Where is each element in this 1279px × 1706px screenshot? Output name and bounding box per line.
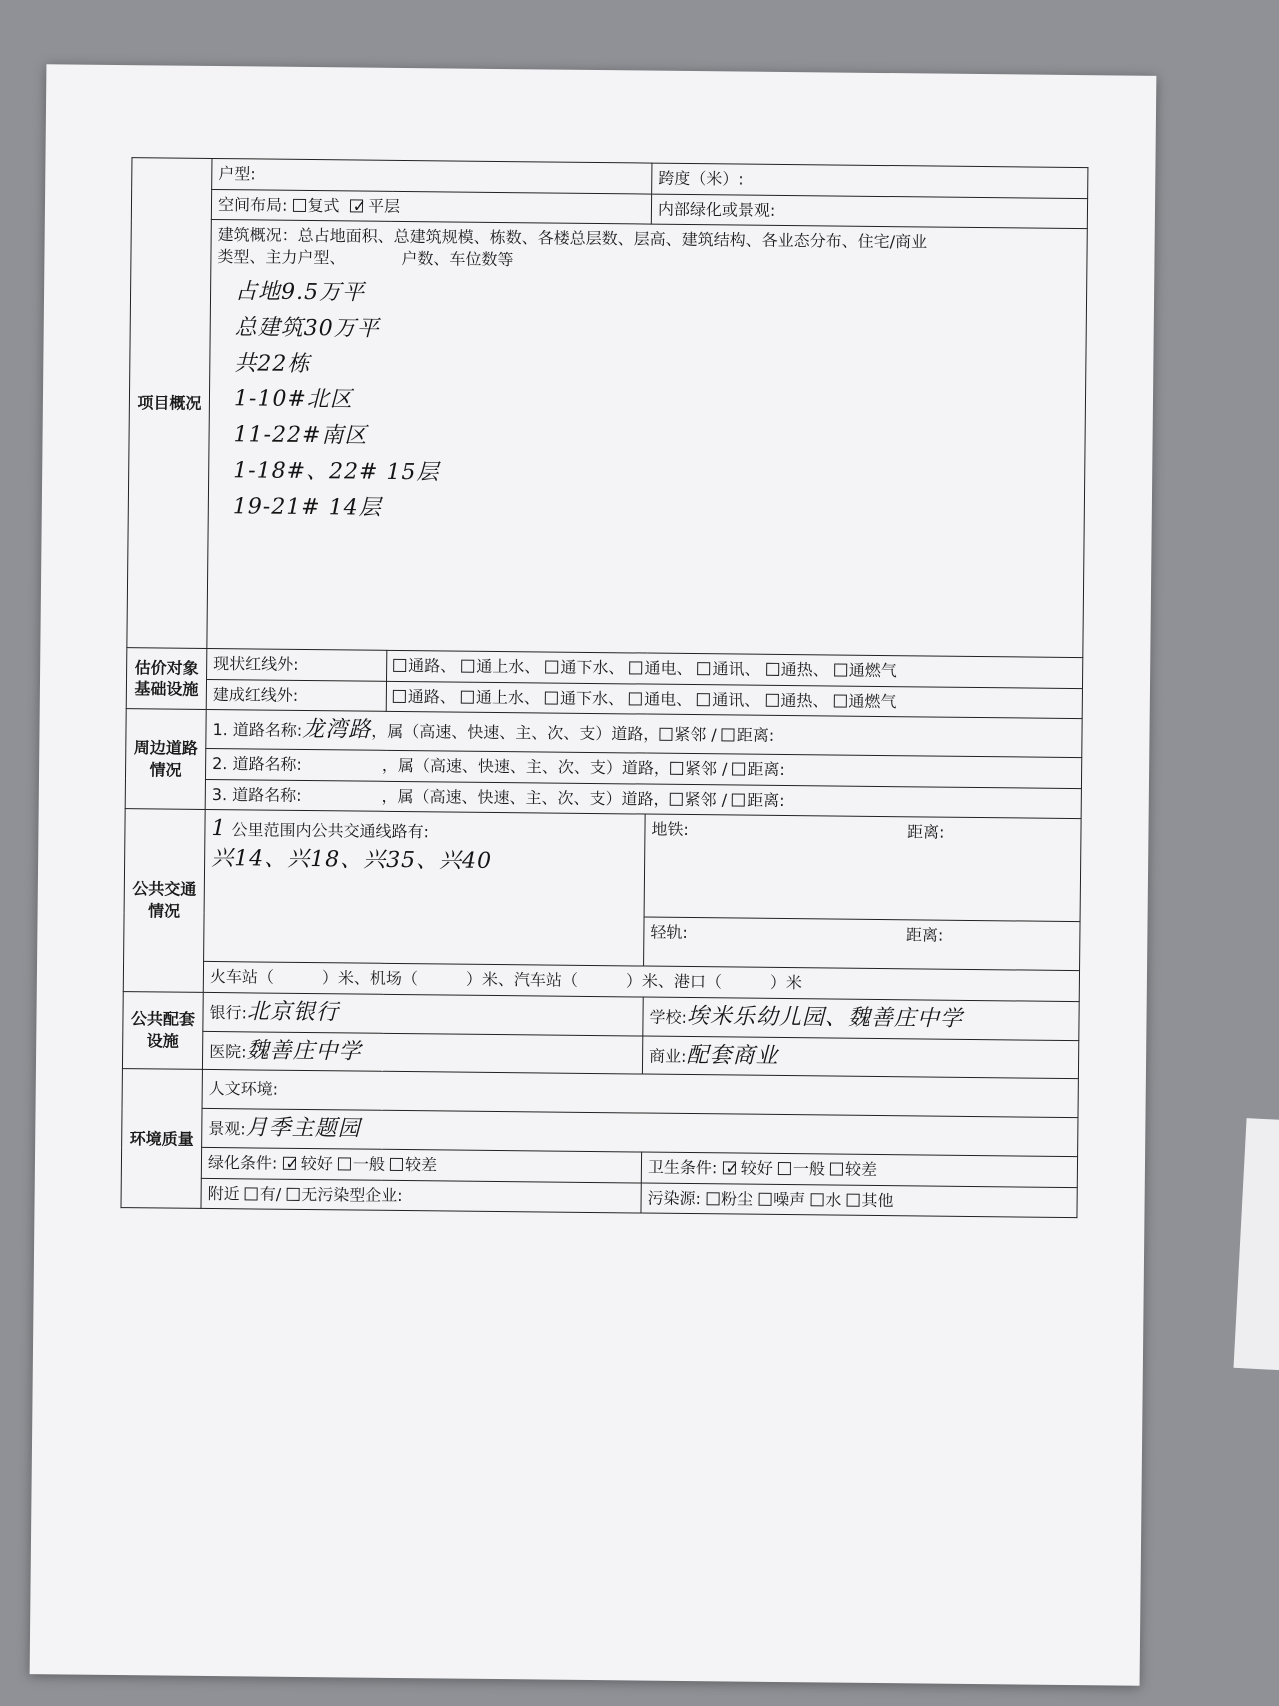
span-label: 跨度（米）: (658, 168, 744, 189)
distance-label: 距离: (747, 759, 785, 780)
second-sheet-edge (1234, 1118, 1279, 1372)
layout-duplex-label: 复式 (307, 195, 340, 215)
school-value: 埃米乐幼儿园、魏善庄中学 (686, 1003, 964, 1032)
section-infrastructure: 估价对象基础设施 (126, 648, 207, 710)
commerce-cell (642, 1036, 1078, 1079)
handwritten-line: 1-10#北区 (233, 386, 353, 413)
green-poor-checkbox[interactable] (390, 1158, 403, 1171)
unit-type-label: 户型: (218, 164, 256, 184)
distance-checkbox[interactable] (732, 793, 745, 806)
adjacent-label: 紧邻 (684, 759, 718, 779)
humanity-label: 人文环境: (208, 1079, 279, 1100)
road-type-text: ，属（高速、快速、主、次、支）道路， (381, 786, 670, 809)
green-poor-label: 较差 (404, 1155, 438, 1175)
separator: / (711, 725, 717, 745)
hygiene-normal-label: 一般 (792, 1159, 826, 1179)
infra-item: 通燃气 (848, 660, 897, 681)
nearby-no-checkbox[interactable] (286, 1188, 299, 1201)
subway-label: 地铁: (651, 819, 689, 840)
check-mark-icon: ✓ (725, 1158, 739, 1178)
checkbox[interactable] (833, 694, 846, 707)
pollution-label: 污染源: (647, 1188, 702, 1208)
light-rail-label: 轻轨: (650, 922, 688, 943)
building-desc-line2: 类型、主力户型、 户数、车位数等 (217, 246, 514, 269)
greenery-cell (651, 194, 1087, 229)
pollution-other-checkbox[interactable] (846, 1193, 859, 1206)
landscape-label: 景观: (208, 1119, 246, 1139)
distance-label: 距离: (747, 790, 785, 810)
paper-sheet (30, 64, 1157, 1686)
road-name-label: 2. 道路名称: (212, 754, 302, 775)
greenery-label: 内部绿化或景观: (657, 199, 776, 220)
checkbox[interactable] (629, 692, 642, 705)
handwritten-line: 占地9.5万平 (234, 279, 366, 306)
green-cell (201, 1148, 641, 1183)
commerce-value: 配套商业 (686, 1042, 779, 1069)
infra-item: 通燃气 (848, 691, 897, 711)
section-project-overview: 项目概况 (127, 158, 212, 649)
nearby-label: 附近 (207, 1183, 240, 1204)
infra-item: 通讯、 (712, 690, 761, 710)
school-cell (643, 997, 1079, 1040)
hygiene-good-label: 较好 (740, 1158, 773, 1179)
checkbox[interactable] (461, 690, 474, 703)
distance-checkbox[interactable] (722, 729, 735, 742)
distance-checkbox[interactable] (732, 763, 745, 776)
pollution-noise-checkbox[interactable] (758, 1193, 771, 1206)
subway-cell (644, 814, 1081, 922)
bank-label: 银行: (209, 1002, 248, 1023)
infra-item: 通路、 (407, 686, 456, 707)
unit-type-cell (212, 158, 652, 193)
pollution-cell (641, 1183, 1077, 1218)
hygiene-normal-checkbox[interactable] (778, 1162, 791, 1175)
infra-current-label: 现状红线外: (207, 649, 387, 681)
hygiene-cell (641, 1152, 1077, 1187)
commerce-label: 商业: (649, 1046, 687, 1066)
pollution-dust-label: 粉尘 (721, 1189, 754, 1209)
adjacent-label: 紧邻 (674, 725, 707, 745)
infra-item: 通电、 (644, 658, 693, 679)
adjacent-checkbox[interactable] (659, 728, 672, 741)
hospital-cell (202, 1031, 642, 1074)
pollution-dust-checkbox[interactable] (706, 1192, 719, 1205)
building-overview-cell (207, 220, 1087, 658)
checkbox[interactable] (765, 694, 778, 707)
subway-distance-label: 距离: (906, 822, 945, 842)
hospital-value: 魏善庄中学 (246, 1037, 362, 1065)
pollution-water-checkbox[interactable] (810, 1193, 823, 1206)
section-transit: 公共交通情况 (123, 809, 205, 992)
section-environment: 环境质量 (121, 1069, 202, 1209)
green-label: 绿化条件: (207, 1153, 278, 1173)
hygiene-label: 卫生条件: (647, 1157, 718, 1178)
check-mark-icon: ✓ (352, 196, 367, 216)
light-rail-distance-label: 距离: (905, 925, 944, 945)
handwritten-line: 19-21# 14层 (232, 493, 382, 521)
school-label: 学校: (649, 1007, 688, 1027)
checkbox[interactable] (461, 660, 474, 673)
hospital-label: 医院: (209, 1041, 247, 1061)
infra-item: 通上水、 (475, 687, 541, 708)
layout-flat-label: 平层 (367, 196, 401, 216)
infra-item: 通下水、 (559, 688, 625, 709)
checkbox[interactable] (766, 663, 779, 676)
separator: / (721, 790, 728, 810)
layout-label: 空间布局: (217, 194, 288, 215)
distance-label: 距离: (736, 725, 775, 746)
infra-built-label: 建成红线外: (206, 679, 386, 711)
checkbox[interactable] (545, 661, 558, 674)
bus-lines-cell (204, 810, 646, 967)
section-roads: 周边道路情况 (125, 709, 206, 810)
checkbox[interactable] (393, 659, 406, 672)
nearby-yes-label: 有/ (259, 1184, 282, 1204)
separator: / (721, 759, 728, 779)
pollution-noise-label: 噪声 (773, 1189, 806, 1210)
infra-item: 通电、 (644, 689, 693, 709)
checkbox[interactable] (698, 662, 711, 675)
green-normal-label: 一般 (352, 1154, 386, 1175)
infra-item: 通路、 (408, 656, 457, 676)
building-desc-line1: 建筑概况：总占地面积、总建筑规模、栋数、各楼总层数、层高、建筑结构、各业态分布、住宅/商业 (217, 225, 928, 252)
bus-lines-label: 公里范围内公共交通线路有: (231, 820, 430, 842)
road-name-value: 龙湾路 (302, 717, 372, 744)
checkbox[interactable] (545, 691, 558, 704)
handwritten-notes (215, 267, 1081, 530)
checkbox[interactable] (834, 664, 847, 677)
section-facilities: 公共配套设施 (122, 991, 203, 1069)
green-normal-checkbox[interactable] (338, 1158, 351, 1171)
road-name-label: 1. 道路名称: (212, 720, 303, 741)
stations-cell: 火车站（ ）米、机场（ ）米、汽车站（ ）米、港口（ ）米 (203, 962, 1079, 1002)
pollution-other-label: 其他 (861, 1190, 894, 1210)
infra-item: 通热、 (780, 690, 829, 711)
pollution-water-label: 水 (825, 1190, 842, 1210)
bus-km-value: 1 (211, 816, 227, 842)
hygiene-poor-checkbox[interactable] (830, 1163, 843, 1176)
nearby-yes-checkbox[interactable] (245, 1187, 258, 1200)
handwritten-line: 总建筑30万平 (234, 315, 380, 342)
bus-lines-value: 兴14、兴18、兴35、兴40 (211, 845, 493, 874)
road-name-label: 3. 道路名称: (211, 784, 302, 805)
checkbox[interactable] (629, 662, 642, 675)
infra-item: 通上水、 (476, 656, 541, 677)
bank-value: 北京银行 (246, 999, 340, 1026)
checkbox[interactable] (393, 690, 406, 703)
adjacent-label: 紧邻 (684, 789, 717, 809)
road-type-text: ，属（高速、快速、主、次、支）道路， (371, 722, 660, 745)
landscape-value: 月季主题园 (245, 1115, 361, 1142)
light-rail-cell (644, 917, 1080, 971)
adjacent-checkbox[interactable] (670, 762, 683, 775)
nearby-cell (201, 1178, 641, 1213)
infra-item: 通讯、 (712, 659, 761, 679)
green-good-label: 较好 (300, 1154, 333, 1174)
bank-cell (203, 992, 643, 1035)
handwritten-line: 共22栋 (234, 350, 311, 377)
check-mark-icon: ✓ (285, 1154, 299, 1174)
layout-cell (211, 189, 651, 224)
handwritten-line: 11-22#南区 (233, 422, 368, 449)
layout-duplex-checkbox[interactable] (292, 198, 305, 211)
infra-item: 通下水、 (560, 657, 625, 678)
hygiene-poor-label: 较差 (844, 1159, 878, 1180)
span-cell (652, 163, 1088, 198)
adjacent-checkbox[interactable] (670, 792, 683, 805)
survey-form (120, 157, 1088, 1218)
checkbox[interactable] (697, 693, 710, 706)
nearby-no-label: 无污染型企业: (301, 1184, 403, 1205)
infra-item: 通热、 (780, 660, 829, 680)
road-type-text: ，属（高速、快速、主、次、支）道路， (381, 755, 671, 778)
handwritten-line: 1-18#、22# 15层 (233, 458, 440, 486)
